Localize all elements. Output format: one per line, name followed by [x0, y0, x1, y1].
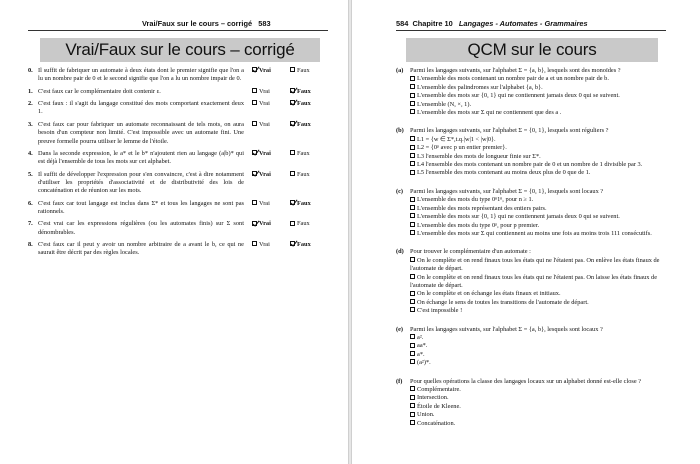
checkbox-icon[interactable]	[290, 221, 295, 226]
choice-label: Faux	[297, 149, 310, 157]
item-text: Dans la seconde expression, le a* et le b* n'ajoutent rien au langage (a|b)* qui est déjà l'ensemble de tous les mots sur cet alphabet.	[38, 149, 244, 166]
checkbox-icon[interactable]	[290, 150, 295, 155]
option-text: L'ensemble des mots sur {0, 1} qui ne contiennent jamais deux 0 qui se suivent.	[417, 92, 620, 100]
right-page	[352, 0, 700, 464]
question-label: (d)	[396, 248, 404, 256]
checkbox-icon[interactable]	[410, 359, 415, 364]
answer-choices	[244, 100, 328, 117]
answer-choices	[244, 121, 328, 146]
item-text: C'est faux car pour fabriquer un automate reconnaissant de tels mots, on aura besoin d'un compteur non limité. C'est impossible avec un automate fini. Une preuve formelle pourra utiliser le lemme de l'étoile.	[38, 120, 244, 145]
checkbox-icon[interactable]	[410, 161, 415, 166]
item-number: 6.	[28, 199, 33, 207]
true-false-item	[28, 121, 328, 146]
option-text: Intersection.	[417, 394, 449, 402]
checkbox-icon[interactable]	[410, 197, 415, 202]
checkbox-icon[interactable]	[252, 121, 257, 126]
qcm-option[interactable]	[410, 394, 666, 402]
answer-choices	[244, 200, 328, 217]
choice-vrai[interactable]	[252, 88, 290, 96]
item-number: 4.	[28, 149, 33, 157]
checkbox-icon[interactable]	[410, 136, 415, 141]
option-text: L4 l'ensemble des mots contenant un nombre pair de 0 et un nombre de 1 divisible par 3.	[417, 161, 643, 169]
checkbox-icon[interactable]	[410, 109, 415, 114]
qcm-option[interactable]	[410, 411, 666, 419]
option-text: On le complète et on échange les états finaux et initiaux.	[417, 290, 561, 298]
choice-vrai[interactable]	[252, 121, 290, 146]
option-text: L'ensemble des mots sur Σ qui ne contiennent que des a .	[417, 109, 562, 117]
qcm-option[interactable]	[410, 92, 666, 100]
option-text: Étoile de Kleene.	[417, 402, 461, 410]
item-number: 7.	[28, 220, 33, 228]
choice-faux[interactable]	[290, 100, 328, 117]
choice-vrai[interactable]	[252, 200, 290, 217]
qcm-option[interactable]	[410, 109, 666, 117]
true-false-item	[28, 241, 328, 258]
choice-label: Faux	[297, 220, 310, 228]
option-text: a*.	[417, 350, 425, 358]
item-number: 2.	[28, 100, 33, 107]
question-body	[410, 248, 666, 315]
checkbox-icon[interactable]	[410, 343, 415, 348]
qcm-option[interactable]	[410, 230, 666, 238]
qcm-question	[396, 67, 666, 117]
question-stem: Parmi les langages suivants, sur l'alphabet Σ = {a, b}, lesquels sont des monoïdes ?	[410, 67, 621, 74]
checkbox-icon[interactable]	[410, 213, 415, 218]
question-stem: Parmi les langages suivants, sur l'alphabet Σ = {a, b}, lesquels sont locaux ?	[410, 325, 603, 333]
choice-vrai[interactable]	[252, 171, 290, 196]
checked-box-icon[interactable]	[252, 67, 257, 72]
option-text: L'ensemble des mots sur Σ qui contiennent au moins une fois au moins trois 111 consécutifs.	[417, 229, 652, 237]
left-page	[0, 0, 348, 464]
option-text: L'ensemble des mots sur {0, 1} qui ne contiennent jamais deux 0 qui se suivent.	[417, 213, 620, 221]
choice-label: Faux	[297, 67, 310, 74]
checkbox-icon[interactable]	[410, 145, 415, 150]
checkbox-icon[interactable]	[290, 171, 295, 176]
item-number: 0.	[28, 67, 33, 74]
checkbox-icon[interactable]	[410, 101, 415, 106]
true-false-item	[28, 200, 328, 217]
true-false-list	[28, 67, 328, 262]
qcm-option[interactable]	[410, 359, 666, 367]
checkbox-icon[interactable]	[410, 386, 415, 391]
option-text: a².	[417, 333, 424, 341]
checkbox-icon[interactable]	[410, 307, 415, 312]
checkbox-icon[interactable]	[410, 420, 415, 425]
checkbox-icon[interactable]	[410, 76, 415, 81]
answer-choices	[244, 150, 328, 167]
choice-label: Vrai	[259, 241, 270, 249]
question-body	[410, 67, 666, 117]
option-text: On le complète et on rend finaux tous les états qui ne l'étaient pas. On enlève les états finaux de l'automate de départ.	[410, 256, 660, 273]
checkbox-icon[interactable]	[410, 351, 415, 356]
qcm-option[interactable]	[410, 196, 666, 204]
choice-label: Faux	[297, 87, 311, 95]
option-text: Complémentaire.	[417, 386, 461, 393]
qcm-option[interactable]	[410, 403, 666, 411]
qcm-option[interactable]	[410, 84, 666, 92]
question-label: (f)	[396, 377, 403, 385]
checked-box-icon[interactable]	[290, 121, 295, 126]
item-number: 5.	[28, 170, 33, 178]
section-banner-qcm: QCM sur le cours	[406, 38, 658, 62]
header-rule	[28, 30, 328, 31]
choice-label: Vrai	[259, 170, 271, 178]
option-text: L'ensemble des mots représentant des entiers pairs.	[417, 204, 547, 212]
qcm-option[interactable]	[410, 351, 666, 359]
item-text: Il suffit de développer l'expression pour s'en convaincre, c'est à dire notamment d'utiliser les propriétés d'associativité et de distributivité des lois de concaténation et de réunion sur les mots.	[38, 170, 244, 195]
question-label: (c)	[396, 187, 404, 195]
option-text: L'ensemble des mots du type 0ᵖ, pour p premier.	[417, 221, 540, 229]
item-text: C'est faux car il peut y avoir un nombre arbitraire de a avant le b, ce qui ne saurait être décrit par des règles locales.	[38, 241, 244, 257]
checked-box-icon[interactable]	[290, 200, 295, 205]
checkbox-icon[interactable]	[252, 200, 257, 205]
checked-box-icon[interactable]	[290, 88, 295, 93]
item-number: 1.	[28, 87, 33, 95]
choice-label: Vrai	[259, 87, 270, 95]
choice-faux[interactable]	[290, 220, 328, 237]
checkbox-icon[interactable]	[410, 299, 415, 304]
item-text: Il suffit de fabriquer un automate à deux états dont le premier signifie que l'on a lu un nombre pair de 0 et le second signifie que l'on a lu un nombre impair de 0.	[38, 67, 244, 83]
option-text: L'ensemble (N, ×, 1).	[417, 100, 472, 108]
question-label: (b)	[396, 127, 404, 135]
question-body	[410, 127, 666, 177]
header-rule	[396, 30, 666, 31]
choice-vrai[interactable]	[252, 241, 290, 258]
checked-box-icon[interactable]	[252, 221, 257, 226]
question-stem: Pour trouver le complémentaire d'un automate :	[410, 248, 531, 256]
question-stem: Pour quelles opérations la classe des langages locaux sur un alphabet donné est-elle close ?	[410, 377, 642, 385]
choice-label: Faux	[297, 199, 311, 207]
question-body	[410, 188, 666, 238]
qcm-option[interactable]	[410, 299, 666, 307]
checkbox-icon[interactable]	[410, 230, 415, 235]
true-false-item	[28, 150, 328, 167]
answer-choices	[244, 67, 328, 84]
option-text: On le complète et on rend finaux tous les états qui ne l'étaient pas. On laisse les états finaux de l'automate de départ.	[410, 273, 658, 289]
option-text: L5 l'ensemble des mots contenant au moins deux plus de 0 que de 1.	[417, 169, 591, 177]
qcm-question	[396, 127, 666, 177]
item-number: 3.	[28, 120, 33, 128]
item-text: C'est faux : il s'agit du langage constitué des mots comportant exactement deux 1.	[38, 100, 244, 116]
checkbox-icon[interactable]	[410, 153, 415, 158]
option-text: L2 = {0ᵖ avec p un entier premier}.	[417, 144, 507, 152]
section-banner-vrai-faux: Vrai/Faux sur le cours – corrigé	[40, 38, 320, 62]
checkbox-icon[interactable]	[410, 257, 415, 262]
option-text: L'ensemble des mots contenant un nombre pair de a et un nombre pair de b.	[417, 75, 609, 83]
choice-faux[interactable]	[290, 171, 328, 196]
choice-faux[interactable]	[290, 241, 328, 258]
qcm-option[interactable]	[410, 290, 666, 298]
qcm-option[interactable]	[410, 420, 666, 428]
true-false-item	[28, 171, 328, 196]
option-text: Concaténation.	[417, 419, 456, 427]
option-text: L'ensemble des mots du type 0ⁿ1ⁿ, pour n ≥ 1.	[417, 196, 534, 204]
checked-box-icon[interactable]	[290, 241, 295, 246]
qcm-option[interactable]	[410, 386, 666, 394]
checkbox-icon[interactable]	[410, 222, 415, 227]
item-text: C'est faux car tout langage est inclus dans Σ* et tous les langages ne sont pas rationnels.	[38, 199, 244, 216]
qcm-question	[396, 378, 666, 428]
answer-choices	[244, 88, 328, 96]
question-stem: Parmi les langages suivants, sur l'alphabet Σ = {0, 1}, lesquels sont réguliers ?	[410, 127, 609, 135]
checkbox-icon[interactable]	[252, 241, 257, 246]
choice-label: Vrai	[259, 199, 270, 207]
true-false-item	[28, 220, 328, 237]
option-text: (a²)*.	[417, 359, 431, 367]
qcm-option[interactable]	[410, 334, 666, 342]
qcm-list	[396, 67, 666, 438]
answer-choices	[244, 220, 328, 237]
choice-label: Vrai	[259, 100, 270, 107]
question-body	[410, 378, 666, 428]
item-text: C'est vrai car les expressions régulières (ou les automates finis) sur Σ sont dénombrables.	[38, 220, 244, 236]
choice-label: Faux	[297, 241, 311, 249]
true-false-item	[28, 88, 328, 96]
checkbox-icon[interactable]	[410, 395, 415, 400]
running-head-right: 584 Chapitre 10 Langages - Automates - Grammaires	[396, 19, 588, 28]
question-body	[410, 326, 666, 368]
answer-choices	[244, 241, 328, 258]
choice-label: Faux	[297, 120, 311, 128]
question-stem: Parmi les langages suivants, sur l'alphabet Σ = {0, 1}, lesquels sont locaux ?	[410, 187, 604, 195]
qcm-option[interactable]	[410, 274, 666, 291]
choice-label: Vrai	[259, 120, 270, 128]
qcm-option[interactable]	[410, 101, 666, 109]
option-text: L1 = {w ∈ Σ*,t.q.|w|1 < |w|0}.	[417, 135, 496, 143]
qcm-option[interactable]	[410, 136, 666, 144]
question-label: (a)	[396, 67, 404, 74]
option-text: L'ensemble des palindromes sur l'alphabet {a, b}.	[417, 83, 543, 91]
qcm-option[interactable]	[410, 153, 666, 161]
checkbox-icon[interactable]	[410, 84, 415, 89]
checkbox-icon[interactable]	[410, 205, 415, 210]
item-number: 8.	[28, 241, 33, 249]
qcm-option[interactable]	[410, 144, 666, 152]
true-false-item	[28, 100, 328, 117]
qcm-option[interactable]	[410, 257, 666, 274]
qcm-option[interactable]	[410, 342, 666, 350]
choice-vrai[interactable]	[252, 220, 290, 237]
choice-vrai[interactable]	[252, 100, 290, 117]
qcm-option[interactable]	[410, 213, 666, 221]
checkbox-icon[interactable]	[290, 67, 295, 72]
qcm-question	[396, 188, 666, 238]
choice-vrai[interactable]	[252, 67, 290, 84]
checkbox-icon[interactable]	[252, 100, 257, 105]
qcm-option[interactable]	[410, 161, 666, 169]
checkbox-icon[interactable]	[410, 170, 415, 175]
choice-label: Vrai	[259, 220, 271, 228]
qcm-option[interactable]	[410, 205, 666, 213]
checked-box-icon[interactable]	[290, 100, 295, 105]
option-text: C'est impossible !	[417, 307, 463, 315]
qcm-option[interactable]	[410, 75, 666, 83]
option-text: L3 l'ensemble des mots de longueur finie sur Σ*.	[417, 152, 541, 160]
checkbox-icon[interactable]	[410, 403, 415, 408]
item-text: C'est faux car le complémentaire doit contenir ε.	[38, 87, 161, 95]
qcm-option[interactable]	[410, 307, 666, 315]
choice-vrai[interactable]	[252, 150, 290, 167]
choice-label: Faux	[297, 170, 310, 178]
choice-label: Vrai	[259, 149, 271, 157]
option-text: Union.	[417, 411, 435, 419]
choice-faux[interactable]	[290, 200, 328, 217]
checkbox-icon[interactable]	[410, 93, 415, 98]
checkbox-icon[interactable]	[252, 88, 257, 93]
checked-box-icon[interactable]	[252, 150, 257, 155]
qcm-option[interactable]	[410, 222, 666, 230]
checkbox-icon[interactable]	[410, 412, 415, 417]
running-head-left: Vrai/Faux sur le cours – corrigé 583	[142, 19, 271, 28]
choice-faux[interactable]	[290, 88, 328, 96]
choice-faux[interactable]	[290, 67, 328, 84]
answer-choices	[244, 171, 328, 196]
choice-faux[interactable]	[290, 121, 328, 146]
question-label: (e)	[396, 325, 404, 333]
choice-label: Faux	[297, 100, 311, 107]
checked-box-icon[interactable]	[252, 171, 257, 176]
qcm-question	[396, 326, 666, 368]
option-text: On échange le sens de toutes les transitions de l'automate de départ.	[417, 298, 589, 306]
checkbox-icon[interactable]	[410, 291, 415, 296]
choice-label: Vrai	[259, 67, 271, 74]
true-false-item	[28, 67, 328, 84]
option-text: aa*.	[417, 342, 428, 350]
checkbox-icon[interactable]	[410, 334, 415, 339]
qcm-option[interactable]	[410, 169, 666, 177]
qcm-question	[396, 248, 666, 315]
checkbox-icon[interactable]	[410, 274, 415, 279]
choice-faux[interactable]	[290, 150, 328, 167]
